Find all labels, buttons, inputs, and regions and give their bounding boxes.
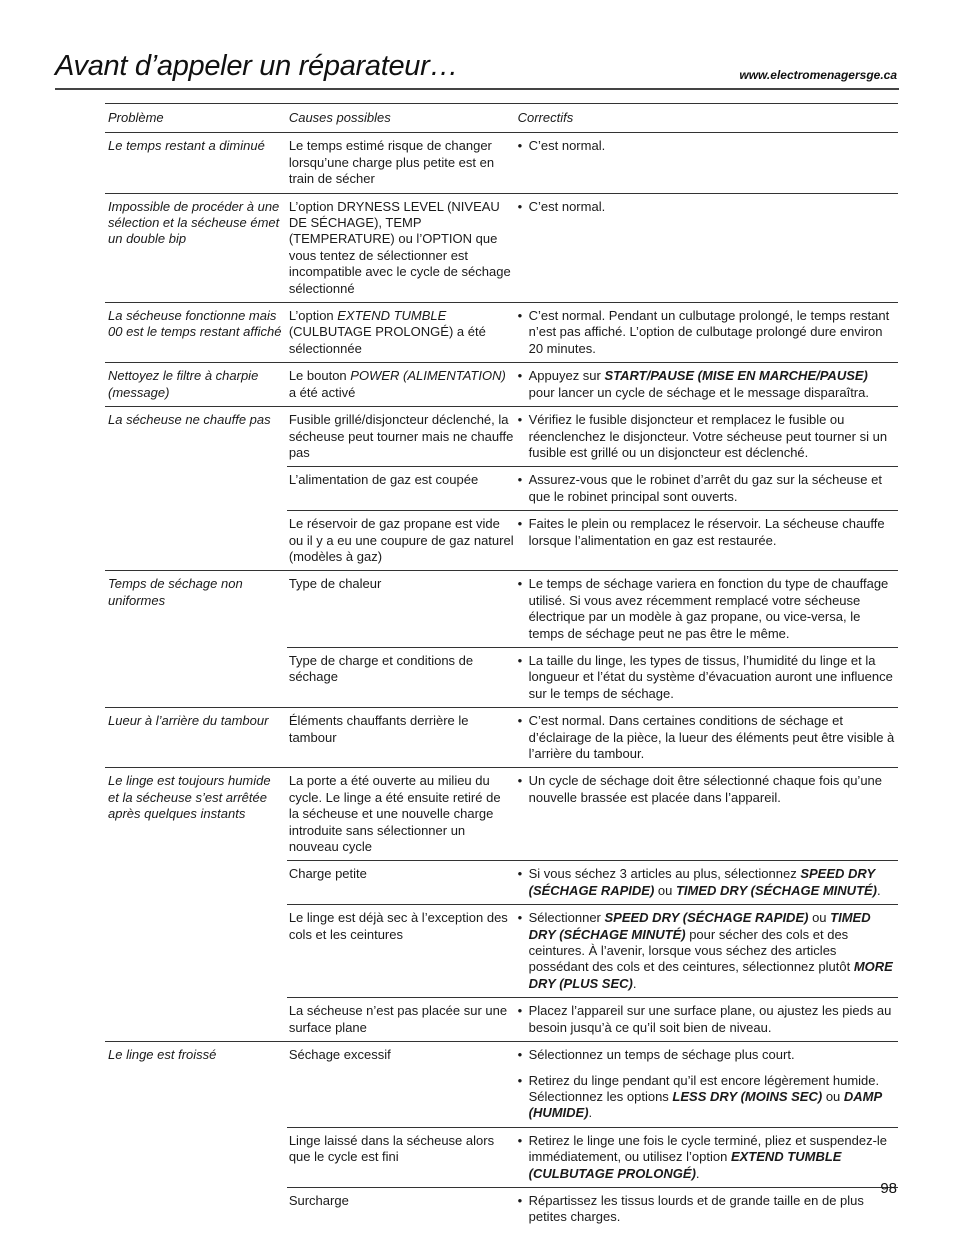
fix-text: Répartissez les tissus lourds et de grande taille en de plus petites charges. — [528, 1192, 864, 1225]
bullet-dot: • — [517, 1003, 523, 1019]
option-name: SPEED DRY (SÉCHAGE RAPIDE) — [528, 866, 875, 898]
table-row — [105, 407, 898, 467]
option-name: SPEED DRY (SÉCHAGE RAPIDE) — [604, 910, 809, 926]
fix-text: Faites le plein ou remplacez le réservoir. La sécheuse chauffe lorsque l’alimentation en gaz est restaurée. — [528, 516, 885, 548]
problem-cell: La sécheuse fonctionne mais 00 est le temps restant affiché — [105, 303, 287, 363]
bullet-dot: • — [517, 198, 523, 214]
fix-text: C’est normal. Dans certaines conditions de séchage et d’éclairage de la pièce, la lueur des éléments peut être visible à l’arrière du tambour. — [528, 713, 895, 761]
cause-text: a été activé — [288, 384, 356, 400]
fix-cell — [516, 407, 898, 467]
cause-cell: Éléments chauffants derrière le tambour — [287, 708, 516, 768]
table-row — [105, 571, 898, 648]
fix-cell — [516, 303, 898, 363]
option-name: EXTEND TUMBLE (CULBUTAGE PROLONGÉ) — [528, 1149, 842, 1181]
cause-cell: L’option DRYNESS LEVEL (NIVEAU DE SÉCHAGE), TEMP (TEMPERATURE) ou l’OPTION que vous tentez de sélectionner est incompatible avec le cycle de séchage sélectionné — [287, 193, 516, 302]
option-name: TIMED DRY (SÉCHAGE MINUTÉ) — [528, 910, 871, 942]
cause-cell — [287, 363, 516, 407]
problem-cell: Lueur à l’arrière du tambour — [105, 708, 287, 768]
table-row — [105, 193, 898, 302]
bullet-dot: • — [517, 516, 523, 532]
fix-cell — [516, 511, 898, 571]
problem-cell: Le linge est toujours humide et la sécheuse s’est arrêtée après quelques instants — [105, 768, 287, 1042]
fix-text: Si vous séchez 3 articles au plus, sélectionnez SPEED DRY (SÉCHAGE RAPIDE) ou TIMED DRY (SÉCHAGE MINUTÉ). — [528, 866, 881, 898]
table-row — [105, 1042, 898, 1128]
cause-cell: Type de charge et conditions de séchage — [287, 647, 516, 707]
fix-text: Vérifiez le fusible disjoncteur et remplacez le fusible ou réenclenchez le disjoncteur. Votre sécheuse peut tourner si un fusible est grillé ou un disjoncteur est déclenché. — [528, 412, 888, 460]
cause-cell: Charge petite — [287, 861, 516, 905]
bullet-dot: • — [517, 652, 523, 668]
title-divider — [55, 88, 899, 90]
table-header-row — [105, 104, 898, 133]
cause-text: L’option — [288, 308, 338, 324]
fix-text: Retirez du linge pendant qu’il est encore légèrement humide. Sélectionnez les options LESS DRY (MOINS SEC) ou DAMP (HUMIDE). — [528, 1072, 882, 1121]
table-row — [105, 133, 898, 193]
cause-cell: Le réservoir de gaz propane est vide ou il y a eu une coupure de gaz naturel (modèles à gaz) — [287, 511, 516, 571]
fix-text: C’est normal. — [528, 198, 606, 214]
cause-cell: Type de chaleur — [287, 571, 516, 648]
bullet-dot: • — [517, 138, 523, 154]
option-name: START/PAUSE (MISE EN MARCHE/PAUSE) — [604, 368, 868, 384]
fix-cell — [516, 1127, 898, 1187]
bullet-dot: • — [517, 368, 523, 384]
problem-cell: Le linge est froissé — [105, 1042, 287, 1231]
cause-cell: La porte a été ouverte au milieu du cycle. Le linge a été ensuite retiré de la sécheuse et une nouvelle charge introduite sans sélectionner un nouveau cycle — [287, 768, 516, 861]
option-name: EXTEND TUMBLE — [337, 308, 447, 324]
site-url[interactable]: www.electromenagersge.ca — [739, 68, 897, 82]
bullet-dot: • — [517, 412, 523, 428]
fix-cell — [516, 363, 898, 407]
fix-cell — [516, 861, 898, 905]
problem-cell: Le temps restant a diminué — [105, 133, 287, 193]
bullet-dot: • — [517, 576, 523, 592]
header-correctifs: Correctifs — [516, 104, 898, 133]
bullet-dot: • — [517, 1192, 523, 1208]
cause-cell — [287, 303, 516, 363]
cause-cell: Surcharge — [287, 1187, 516, 1230]
fix-text: C’est normal. — [528, 138, 606, 154]
bullet-dot: • — [517, 866, 523, 882]
header-causes: Causes possibles — [287, 104, 516, 133]
fix-text: Placez l’appareil sur une surface plane, ou ajustez les pieds au besoin jusqu’à ce qu’il soit bien de niveau. — [528, 1003, 892, 1035]
page-title: Avant d’appeler un réparateur… — [55, 50, 459, 82]
fix-cell — [516, 571, 898, 648]
fix-cell — [516, 998, 898, 1042]
option-name: LESS DRY (MOINS SEC) — [672, 1088, 823, 1104]
table-row — [105, 768, 898, 861]
cause-cell: Le temps estimé risque de changer lorsqu’une charge plus petite est en train de sécher — [287, 133, 516, 193]
page-number: 98 — [880, 1180, 897, 1197]
cause-text: Le bouton — [288, 368, 351, 384]
cause-cell: Séchage excessif — [287, 1042, 516, 1128]
problem-cell: Nettoyez le filtre à charpie (message) — [105, 363, 287, 407]
fix-text: La taille du linge, les types de tissus, l’humidité du linge et la longueur et l’état du système d’évacuation auront une influence sur le temps de séchage. — [528, 652, 893, 701]
bullet-dot: • — [517, 910, 523, 926]
fix-text: C’est normal. Pendant un culbutage prolongé, le temps restant n’est pas affiché. L’option de culbutage prolongé dure environ 20 minutes. — [528, 308, 890, 356]
fix-text: Un cycle de séchage doit être sélectionné chaque fois qu’une nouvelle brassée est placée dans l’appareil. — [528, 773, 883, 805]
fix-text: Sélectionner SPEED DRY (SÉCHAGE RAPIDE) ou TIMED DRY (SÉCHAGE MINUTÉ) pour sécher des cols et des ceintures. À l’avenir, lorsque vous séchez des articles possédant des cols et des ceintures, sélectionnez plutôt MORE DRY (PLUS SEC). — [528, 910, 893, 991]
cause-text: (CULBUTAGE PROLONGÉ) a été sélectionnée — [288, 324, 486, 356]
fix-cell — [516, 905, 898, 998]
bullet-dot: • — [517, 472, 523, 488]
fix-text: Appuyez sur START/PAUSE (MISE EN MARCHE/PAUSE) pour lancer un cycle de séchage et le message disparaîtra. — [528, 368, 869, 400]
troubleshooting-table — [105, 103, 898, 1231]
table-row — [105, 708, 898, 768]
option-name: TIMED DRY (SÉCHAGE MINUTÉ) — [675, 882, 878, 898]
cause-cell: Fusible grillé/disjoncteur déclenché, la sécheuse peut tourner mais ne chauffe pas — [287, 407, 516, 467]
fix-text: Assurez-vous que le robinet d’arrêt du gaz sur la sécheuse et que le robinet principal sont ouverts. — [528, 472, 882, 504]
cause-cell: Linge laissé dans la sécheuse alors que le cycle est fini — [287, 1127, 516, 1187]
fix-cell — [516, 193, 898, 302]
fix-text: Sélectionnez un temps de séchage plus court. — [528, 1047, 795, 1063]
fix-text: Retirez le linge une fois le cycle terminé, pliez et suspendez-le immédiatement, ou utilisez l’option EXTEND TUMBLE (CULBUTAGE PROLONGÉ). — [528, 1132, 888, 1181]
fix-cell — [516, 467, 898, 511]
fix-cell — [516, 768, 898, 861]
bullet-dot: • — [517, 1047, 523, 1063]
option-name: MORE DRY (PLUS SEC) — [528, 959, 893, 991]
cause-cell: Le linge est déjà sec à l’exception des cols et les ceintures — [287, 905, 516, 998]
cause-cell: L’alimentation de gaz est coupée — [287, 467, 516, 511]
option-name: DAMP (HUMIDE) — [528, 1088, 882, 1121]
option-name: POWER (ALIMENTATION) — [350, 368, 506, 384]
problem-cell: Impossible de procéder à une sélection et la sécheuse émet un double bip — [105, 193, 287, 302]
fix-cell — [516, 647, 898, 707]
cause-cell: La sécheuse n’est pas placée sur une surface plane — [287, 998, 516, 1042]
bullet-dot: • — [517, 713, 523, 729]
bullet-dot: • — [517, 1072, 523, 1088]
bullet-dot: • — [517, 308, 523, 324]
header-probleme: Problème — [105, 104, 287, 133]
table-row — [105, 363, 898, 407]
problem-cell: Temps de séchage non uniformes — [105, 571, 287, 708]
fix-cell — [516, 708, 898, 768]
bullet-dot: • — [517, 1132, 523, 1148]
fix-cell — [516, 133, 898, 193]
bullet-dot: • — [517, 773, 523, 789]
fix-cell — [516, 1042, 898, 1128]
fix-text: Le temps de séchage variera en fonction du type de chauffage utilisé. Si vous avez récemment remplacé votre sécheuse électrique par un modèle à gaz propane, ou vice-versa, le temps de séchage peut ne pas être le même. — [528, 576, 889, 641]
fix-cell — [516, 1187, 898, 1230]
table-row — [105, 303, 898, 363]
problem-cell: La sécheuse ne chauffe pas — [105, 407, 287, 571]
